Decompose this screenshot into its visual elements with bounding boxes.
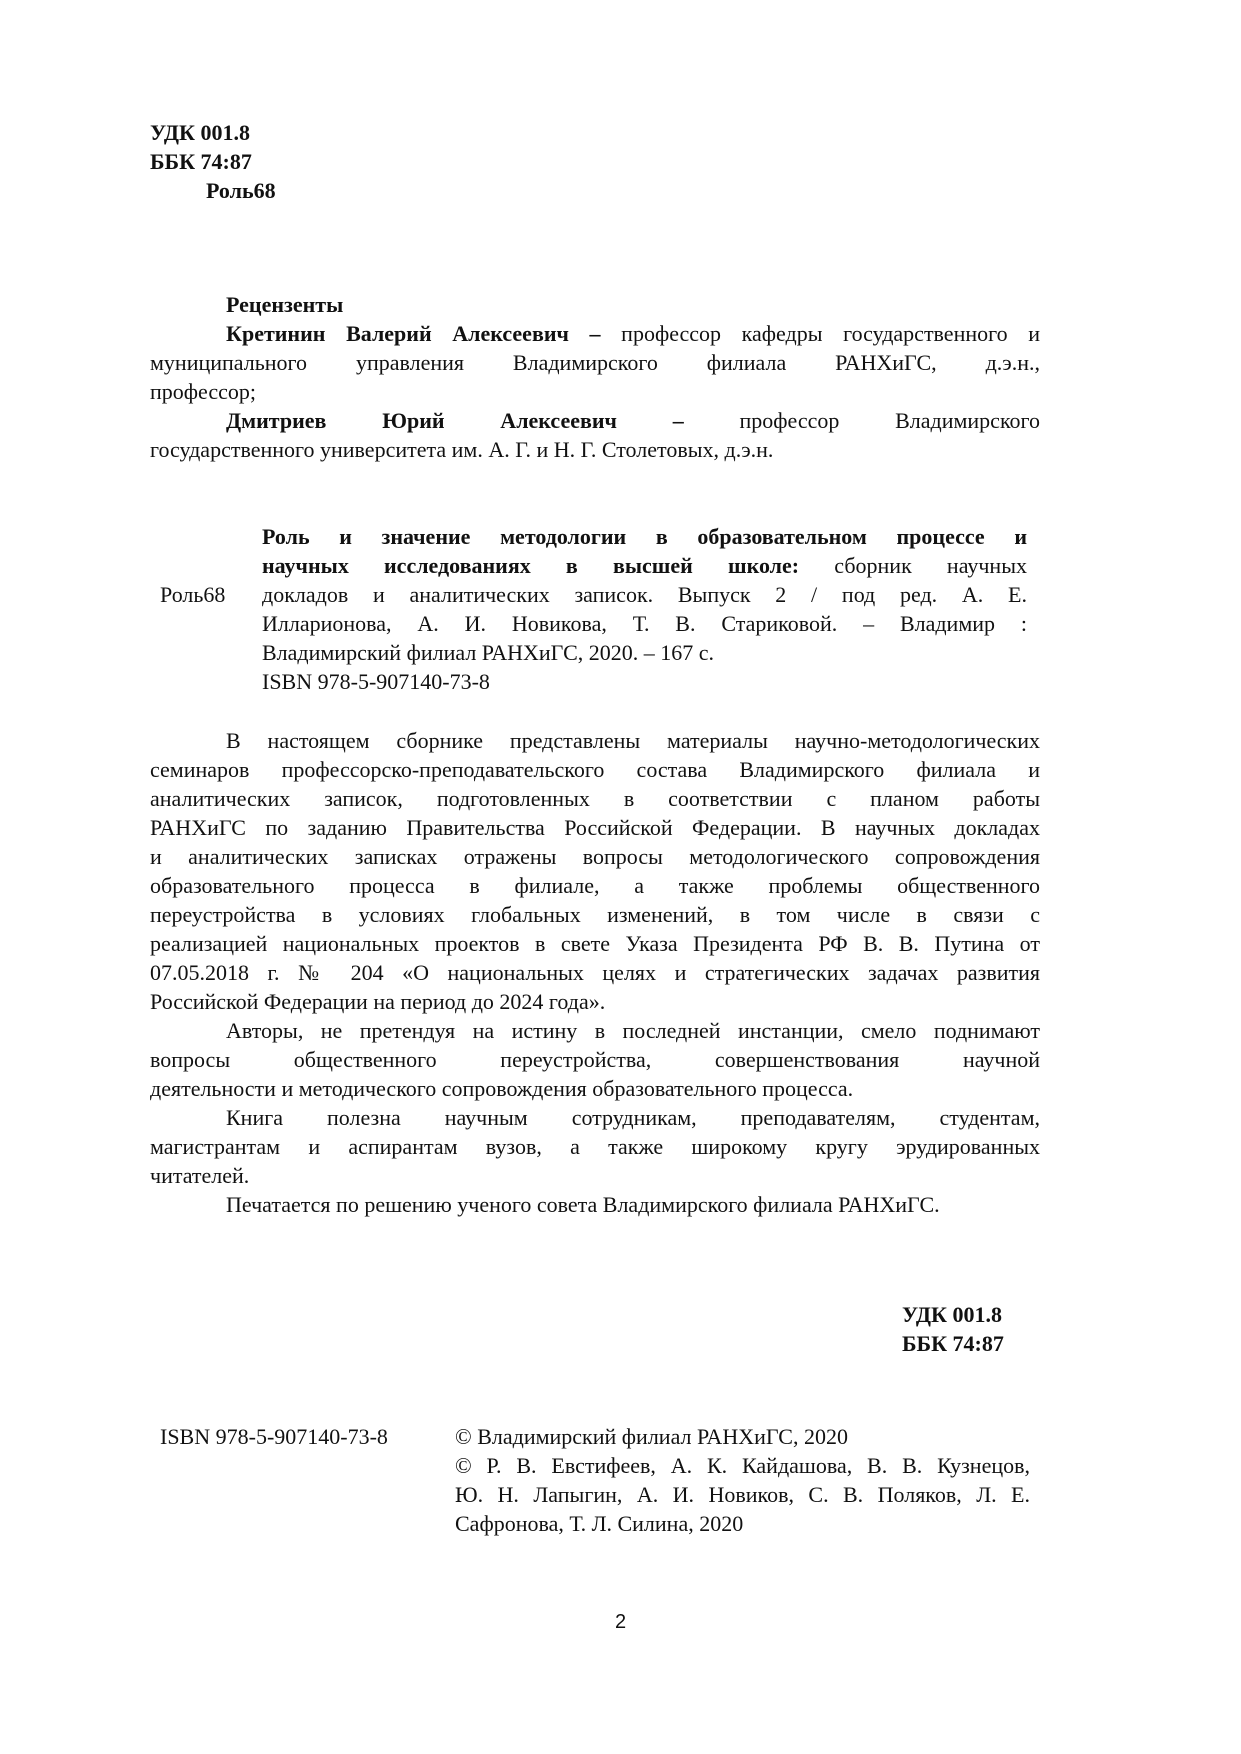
page-number: 2 <box>614 1611 627 1633</box>
biblio-title-rest: сборник научных <box>799 553 1027 578</box>
annotation-p3-line: Книга полезна научным сотрудникам, преподавателям, студентам, <box>226 1105 1040 1130</box>
top-index-block <box>150 118 276 205</box>
annotation-p1-line: В настоящем сборнике представлены материалы научно-методологических <box>226 728 1040 753</box>
annotation-p1-line: РАНХиГС по заданию Правительства Российской Федерации. В научных докладах <box>150 815 1040 840</box>
copyright-block <box>455 1422 1030 1538</box>
annotation-p1-line: переустройства в условиях глобальных изменений, в том числе в связи с <box>150 902 1040 927</box>
biblio-line-5: Владимирский филиал РАНХиГС, 2020. – 167 с. <box>262 640 715 665</box>
reviewer-1-name: Кретинин Валерий Алексеевич – <box>226 321 601 346</box>
biblio-title-line-2 <box>262 551 1027 580</box>
annotation-p2-last-line: деятельности и методического сопровождения образовательного процесса. <box>150 1076 854 1101</box>
reviewers-block <box>150 290 1040 464</box>
annotation-p1-line: 07.05.2018 г. № 204 «О национальных целях и стратегических задачах развития <box>150 960 1040 985</box>
imprint-isbn: ISBN 978-5-907140-73-8 <box>160 1424 388 1449</box>
bbk-code: ББК 74:87 <box>150 149 252 174</box>
biblio-title-bold: научных исследованиях в высшей школе: <box>262 553 800 578</box>
copyright-line: © Р. В. Евстифеев, А. К. Кайдашова, В. В. Кузнецов, <box>455 1453 1030 1478</box>
annotation-paragraph-1 <box>150 726 1040 1016</box>
reviewer-2-line-1 <box>150 406 1040 435</box>
reviewer-1-position: профессор кафедры государственного и <box>600 321 1040 346</box>
reviewers-heading: Рецензенты <box>226 292 344 317</box>
reviewer-2-line-2: государственного университета им. А. Г. и Н. Г. Столетовых, д.э.н. <box>150 437 774 462</box>
biblio-title-line-1: Роль и значение методологии в образовательном процессе и <box>262 524 1027 549</box>
copyright-line: Ю. Н. Лапыгин, А. И. Новиков, С. В. Поляков, Л. Е. <box>455 1482 1030 1507</box>
annotation-p1-line: аналитических записок, подготовленных в соответствии с планом работы <box>150 786 1040 811</box>
annotation-p3-line: магистрантам и аспирантам вузов, а также широкому кругу эрудированных <box>150 1134 1040 1159</box>
udk-code-bottom: УДК 001.8 <box>902 1302 1003 1327</box>
reviewer-1-line-2: муниципального управления Владимирского филиала РАНХиГС, д.э.н., <box>150 350 1040 375</box>
annotation-p1-line: образовательного процесса в филиале, а также проблемы общественного <box>150 873 1040 898</box>
annotation-p4-line: Печатается по решению ученого совета Владимирского филиала РАНХиГС. <box>226 1192 940 1217</box>
biblio-line-4: Илларионова, А. И. Новикова, Т. В. Стариковой. – Владимир : <box>262 611 1027 636</box>
annotation-paragraph-3 <box>150 1103 1040 1190</box>
copyright-line: Сафронова, Т. Л. Силина, 2020 <box>455 1511 744 1536</box>
udk-code: УДК 001.8 <box>150 120 251 145</box>
biblio-isbn: ISBN 978-5-907140-73-8 <box>262 669 490 694</box>
author-sign: Роль68 <box>206 178 276 203</box>
biblio-author-sign: Роль68 <box>160 582 226 607</box>
reviewer-1-line-1 <box>150 319 1040 348</box>
bibliographic-record <box>262 522 1027 696</box>
copyright-line: © Владимирский филиал РАНХиГС, 2020 <box>455 1424 848 1449</box>
bottom-index-block <box>902 1300 1004 1358</box>
annotation-block <box>150 726 1040 1219</box>
annotation-paragraph-4 <box>150 1190 1040 1219</box>
reviewer-2-name: Дмитриев Юрий Алексеевич – <box>226 408 684 433</box>
reviewer-1-line-3: профессор; <box>150 379 256 404</box>
biblio-line-3: докладов и аналитических записок. Выпуск 2 / под ред. А. Е. <box>262 582 1027 607</box>
annotation-p3-last-line: читателей. <box>150 1163 250 1188</box>
annotation-p1-last-line: Российской Федерации на период до 2024 года». <box>150 989 606 1014</box>
annotation-p2-line: Авторы, не претендуя на истину в последней инстанции, смело поднимают <box>226 1018 1040 1043</box>
reviewer-2-position: профессор Владимирского <box>683 408 1040 433</box>
annotation-paragraph-2 <box>150 1016 1040 1103</box>
annotation-p1-line: реализацией национальных проектов в свете Указа Президента РФ В. В. Путина от <box>150 931 1040 956</box>
bbk-code-bottom: ББК 74:87 <box>902 1331 1004 1356</box>
annotation-p1-line: и аналитических записках отражены вопросы методологического сопровождения <box>150 844 1040 869</box>
annotation-p2-line: вопросы общественного переустройства, совершенствования научной <box>150 1047 1040 1072</box>
annotation-p1-line: семинаров профессорско-преподавательского состава Владимирского филиала и <box>150 757 1040 782</box>
